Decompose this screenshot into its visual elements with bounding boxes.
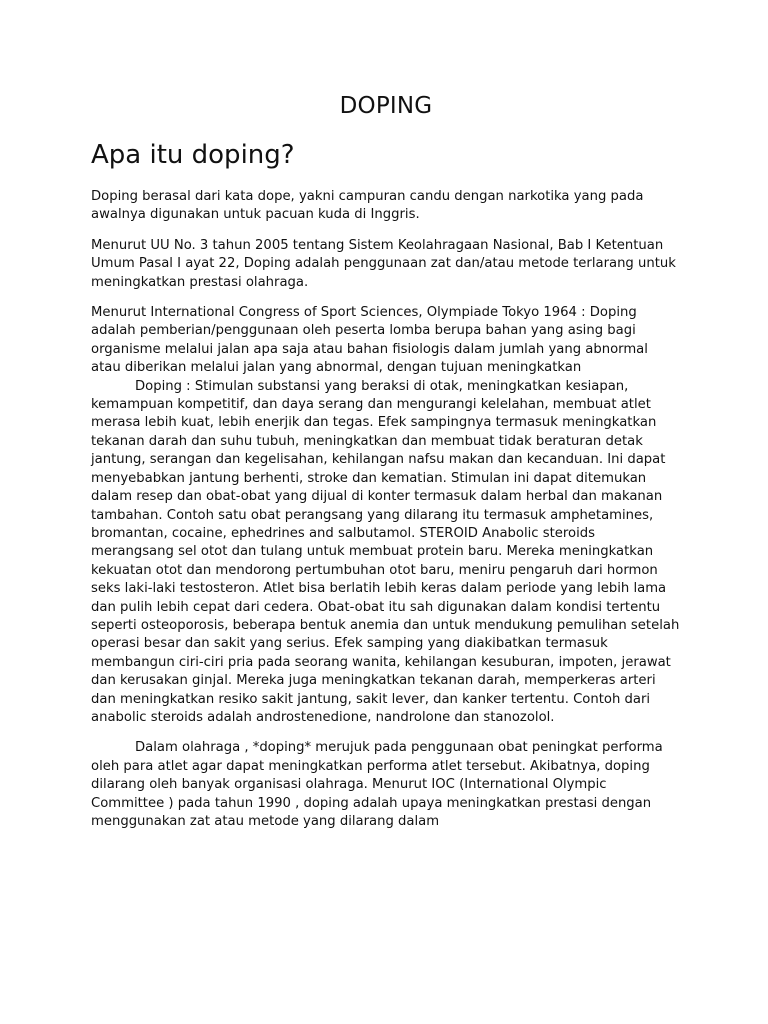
document-title: DOPING — [339, 93, 433, 119]
paragraph-definition-origin: Doping berasal dari kata dope, yakni campuran candu dengan narkotika yang pada awalnya digunakan untuk pacuan kuda di Inggris. — [91, 189, 644, 223]
document-page — [91, 88, 681, 843]
paragraph-stimulant-steroid: Doping : Stimulan substansi yang beraksi di otak, meningkatkan kesiapan, kemampuan kompetitif, dan daya serang dan mengurangi kelelahan, membuat atlet merasa lebih kuat, lebih enerjik dan tegas. Efek sampingnya termasuk meningkatkan tekanan darah dan suhu tubuh, meningkatkan dan membuat tidak beraturan detak jantung, serangan dan kegelisahan, kehilangan nafsu makan dan kecanduan. Ini dapat menyebabkan jantung berhenti, stroke dan kematian. Stimulan ini dapat ditemukan dalam resep dan obat-obat yang dijual di konter termasuk dalam herbal dan makanan tambahan. Contoh satu obat perangsang yang dilarang itu termasuk amphetamines, bromantan, cocaine, ephedrines and salbutamol. STEROID Anabolic steroids merangsang sel otot dan tulang untuk membuat protein baru. Mereka meningkatkan kekuatan otot dan mendorong pertumbuhan otot baru, meniru pengaruh dari hormon seks laki-laki testosteron. Atlet bisa berlatih lebih keras dalam periode yang lebih lama dan pulih lebih cepat dari cedera. Obat-obat itu sah digunakan dalam kondisi tertentu seperti osteoporosis, beberapa bentuk anemia dan untuk mendukung pemulihan setelah operasi besar dan sakit yang serius. Efek samping yang diakibatkan termasuk membangun ciri-ciri pria pada seorang wanita, kehilangan kesuburan, impoten, jerawat dan kerusakan ginjal. Mereka juga meningkatkan tekanan darah, memperkeras arteri dan meningkatkan resiko sakit jantung, sakit lever, dan kanker tertentu. Contoh dari anabolic steroids adalah androstenedione, nandrolone dan stanozolol. — [91, 378, 680, 725]
section-heading: Apa itu doping? — [91, 140, 295, 170]
paragraph-sport-context: Dalam olahraga , *doping* merujuk pada penggunaan obat peningkat performa oleh para atlet agar dapat meningkatkan performa atlet tersebut. Akibatnya, doping dilarang oleh banyak organisasi olahraga. Menurut IOC (International Olympic Committee ) pada tahun 1990 , doping adalah upaya meningkatkan prestasi dengan menggunakan zat atau metode yang dilarang dalam — [91, 740, 663, 829]
paragraph-uu-definition: Menurut UU No. 3 tahun 2005 tentang Sistem Keolahragaan Nasional, Bab I Ketentuan Umum Pasal I ayat 22, Doping adalah penggunaan zat dan/atau metode terlarang untuk meningkatkan prestasi olahraga. — [91, 237, 676, 290]
paragraph-congress-definition: Menurut International Congress of Sport Sciences, Olympiade Tokyo 1964 : Doping adalah pemberian/penggunaan oleh peserta lomba berupa bahan yang asing bagi organisme melalui jalan apa saja atau bahan fisiologis dalam jumlah yang abnormal atau diberikan melalui jalan yang abnormal, dengan tujuan meningkatkan — [91, 305, 648, 376]
